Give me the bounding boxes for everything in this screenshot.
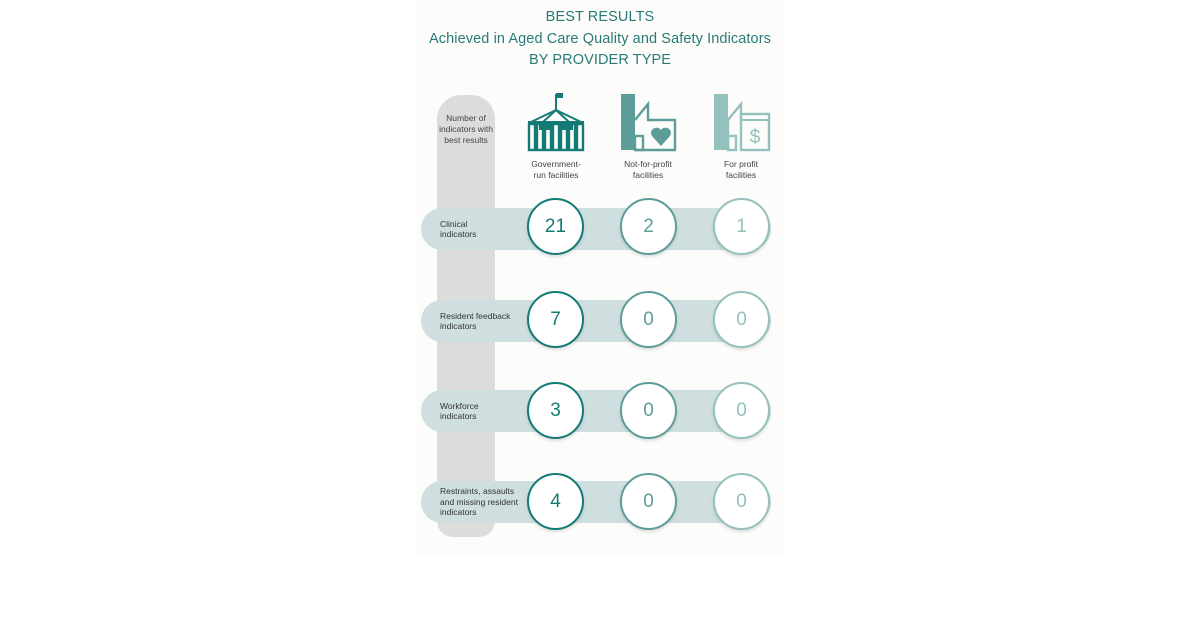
value-for-profit-restraints: 0 xyxy=(713,473,770,530)
column-header-for-profit xyxy=(696,90,786,181)
infographic-panel xyxy=(417,0,783,556)
value-government-resident-feedback: 7 xyxy=(527,291,584,348)
title-line-1: BEST RESULTS xyxy=(545,9,655,25)
side-column-label: Number of indicators with best results xyxy=(439,113,493,145)
house-dollar-icon xyxy=(710,90,772,154)
value-not-for-profit-clinical: 2 xyxy=(620,198,677,255)
column-header-not-for-profit xyxy=(603,90,693,181)
column-label-not-for-profit: Not-for-profit facilities xyxy=(624,159,672,180)
value-not-for-profit-workforce: 0 xyxy=(620,382,677,439)
row-label: Workforce indicators xyxy=(440,400,479,421)
value-for-profit-workforce: 0 xyxy=(713,382,770,439)
value-not-for-profit-restraints: 0 xyxy=(620,473,677,530)
parliament-building-icon xyxy=(525,90,587,154)
column-label-government: Government-run facilities xyxy=(531,159,581,180)
value-government-restraints: 4 xyxy=(527,473,584,530)
house-heart-icon xyxy=(617,90,679,154)
value-for-profit-resident-feedback: 0 xyxy=(713,291,770,348)
value-government-clinical: 21 xyxy=(527,198,584,255)
value-government-workforce: 3 xyxy=(527,382,584,439)
row-label: Resident feedback indicators xyxy=(440,310,511,331)
column-label-for-profit: For profit facilities xyxy=(723,159,758,180)
value-for-profit-clinical: 1 xyxy=(713,198,770,255)
title-line-2: Achieved in Aged Care Quality and Safety Indicators xyxy=(428,31,772,47)
column-header-government xyxy=(511,90,601,181)
row-label: Restraints, assaults and missing resident indicators xyxy=(440,486,518,518)
title-line-3: BY PROVIDER TYPE xyxy=(528,52,672,68)
svg-text:$: $ xyxy=(749,127,761,148)
value-not-for-profit-resident-feedback: 0 xyxy=(620,291,677,348)
row-label: Clinical indicators xyxy=(440,218,477,239)
